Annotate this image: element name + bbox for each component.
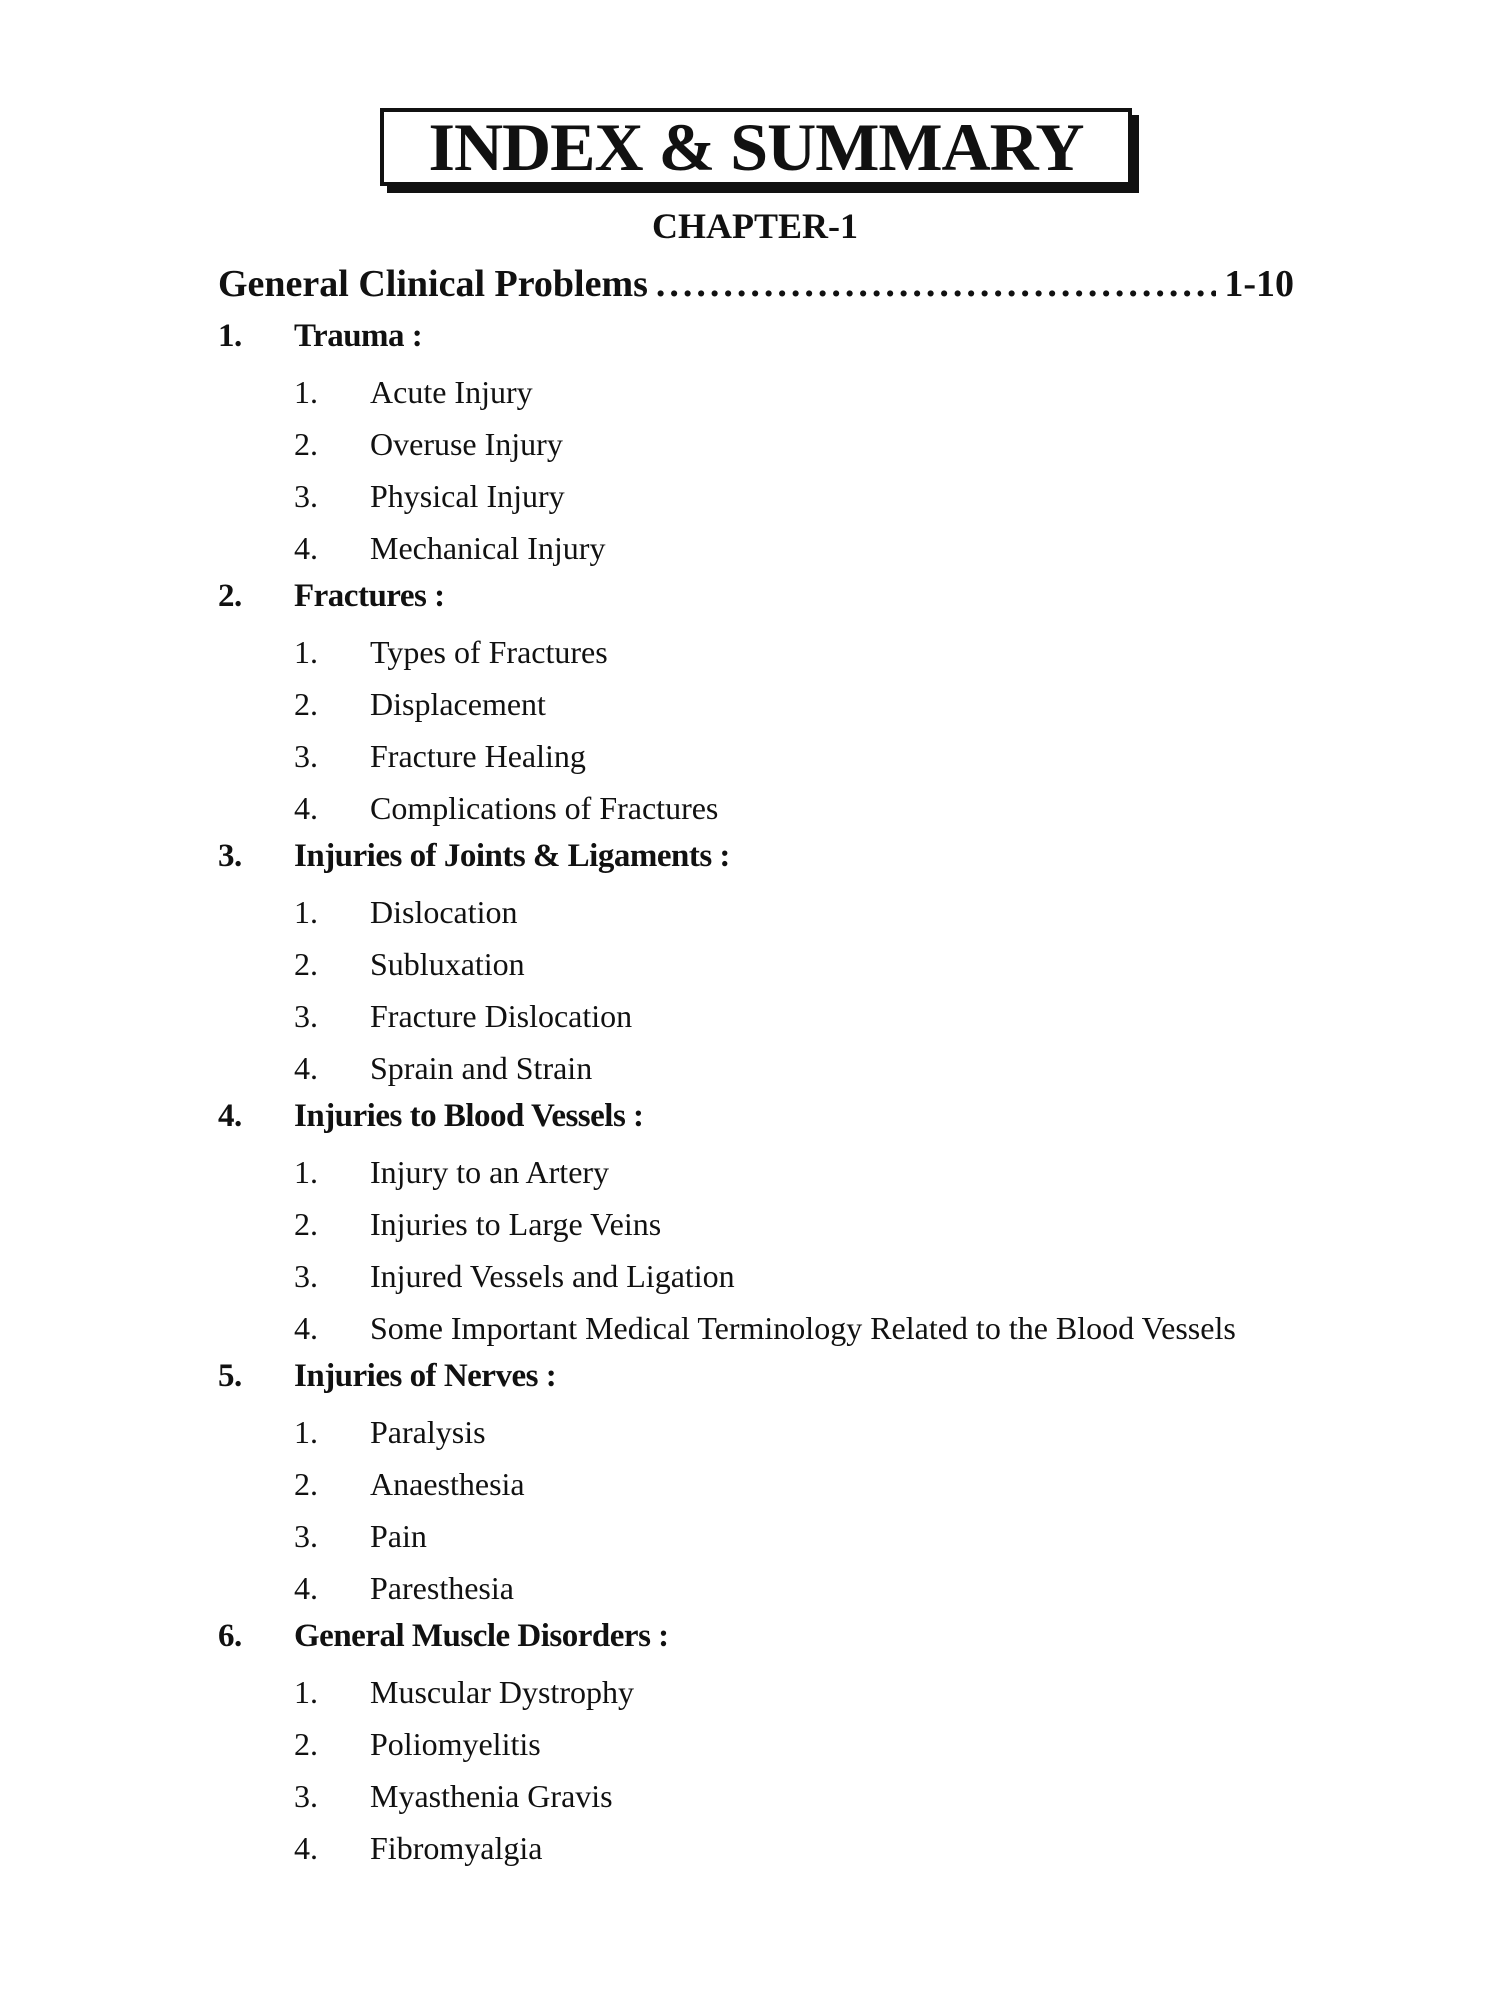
list-item <box>218 1826 1308 1878</box>
section <box>218 578 1308 838</box>
section-title: Fractures : <box>294 578 445 614</box>
chapter-label: CHAPTER-1 <box>652 206 858 246</box>
list-item <box>218 1722 1308 1774</box>
item-number: 4. <box>294 1570 318 1606</box>
list-item <box>218 682 1308 734</box>
item-number: 3. <box>294 1518 318 1554</box>
section-number: 3. <box>218 838 242 874</box>
chapter-heading-text: General Clinical Problems <box>218 263 648 305</box>
item-number: 2. <box>294 1726 318 1762</box>
item-label: Mechanical Injury <box>370 530 606 566</box>
chapter-page-range: 1-10 <box>1224 263 1294 305</box>
list-item <box>218 942 1308 994</box>
section-heading <box>218 1618 1308 1670</box>
item-label: Sprain and Strain <box>370 1050 593 1086</box>
section-title: Trauma : <box>294 318 423 354</box>
item-number: 1. <box>294 1674 318 1710</box>
list-item <box>218 1254 1308 1306</box>
list-item <box>218 1774 1308 1826</box>
list-item <box>218 1566 1308 1618</box>
item-number: 2. <box>294 1466 318 1502</box>
section <box>218 1358 1308 1618</box>
section-title: General Muscle Disorders : <box>294 1618 669 1654</box>
item-number: 4. <box>294 1830 318 1866</box>
list-item <box>218 1306 1308 1358</box>
section-heading <box>218 1098 1308 1150</box>
item-number: 3. <box>294 1778 318 1814</box>
section-heading <box>218 1358 1308 1410</box>
item-label: Muscular Dystrophy <box>370 1674 634 1710</box>
section <box>218 318 1308 578</box>
list-item <box>218 526 1308 578</box>
item-number: 4. <box>294 790 318 826</box>
item-number: 4. <box>294 530 318 566</box>
item-label: Anaesthesia <box>370 1466 525 1502</box>
item-number: 4. <box>294 1050 318 1086</box>
item-label: Myasthenia Gravis <box>370 1778 613 1814</box>
list-item <box>218 1046 1308 1098</box>
item-label: Overuse Injury <box>370 426 563 462</box>
item-label: Injured Vessels and Ligation <box>370 1258 735 1294</box>
item-number: 3. <box>294 738 318 774</box>
section-heading <box>218 318 1308 370</box>
item-number: 1. <box>294 634 318 670</box>
list-item <box>218 1670 1308 1722</box>
item-label: Paresthesia <box>370 1570 514 1606</box>
item-number: 2. <box>294 946 318 982</box>
list-item <box>218 1462 1308 1514</box>
section-list <box>218 318 1308 1878</box>
item-number: 1. <box>294 374 318 410</box>
page-title: INDEX & SUMMARY <box>428 109 1084 185</box>
list-item <box>218 1202 1308 1254</box>
chapter-heading <box>218 262 1294 306</box>
list-item <box>218 786 1308 838</box>
item-label: Acute Injury <box>370 374 533 410</box>
list-item <box>218 370 1308 422</box>
item-label: Fibromyalgia <box>370 1830 543 1866</box>
section-number: 5. <box>218 1358 242 1394</box>
item-label: Dislocation <box>370 894 518 930</box>
item-label: Types of Fractures <box>370 634 608 670</box>
item-number: 3. <box>294 998 318 1034</box>
section-title: Injuries of Nerves : <box>294 1358 557 1394</box>
section <box>218 1098 1308 1358</box>
section-number: 4. <box>218 1098 242 1134</box>
section <box>218 838 1308 1098</box>
list-item <box>218 630 1308 682</box>
item-number: 4. <box>294 1310 318 1346</box>
item-label: Displacement <box>370 686 546 722</box>
item-label: Subluxation <box>370 946 525 982</box>
item-label: Fracture Dislocation <box>370 998 633 1034</box>
item-number: 2. <box>294 1206 318 1242</box>
item-label: Physical Injury <box>370 478 565 514</box>
item-label: Injury to an Artery <box>370 1154 610 1190</box>
list-item <box>218 422 1308 474</box>
item-number: 3. <box>294 478 318 514</box>
list-item <box>218 1150 1308 1202</box>
section-title: Injuries to Blood Vessels : <box>294 1098 644 1134</box>
item-number: 1. <box>294 894 318 930</box>
list-item <box>218 994 1308 1046</box>
item-label: Pain <box>370 1518 427 1554</box>
item-label: Fracture Healing <box>370 738 586 774</box>
list-item <box>218 1514 1308 1566</box>
item-label: Injuries to Large Veins <box>370 1206 662 1242</box>
item-label: Paralysis <box>370 1414 486 1450</box>
section-number: 2. <box>218 578 242 614</box>
section <box>218 1618 1308 1878</box>
item-label: Some Important Medical Terminology Related to the Blood Vessels <box>370 1310 1236 1346</box>
item-number: 3. <box>294 1258 318 1294</box>
section-title: Injuries of Joints & Ligaments : <box>294 838 730 874</box>
leader-dots <box>656 262 1216 306</box>
list-item <box>218 890 1308 942</box>
item-number: 2. <box>294 426 318 462</box>
item-number: 1. <box>294 1414 318 1450</box>
section-number: 1. <box>218 318 242 354</box>
title-box <box>380 108 1132 186</box>
item-label: Complications of Fractures <box>370 790 719 826</box>
item-number: 1. <box>294 1154 318 1190</box>
item-number: 2. <box>294 686 318 722</box>
list-item <box>218 1410 1308 1462</box>
item-label: Poliomyelitis <box>370 1726 541 1762</box>
section-heading <box>218 838 1308 890</box>
section-number: 6. <box>218 1618 242 1654</box>
list-item <box>218 474 1308 526</box>
list-item <box>218 734 1308 786</box>
section-heading <box>218 578 1308 630</box>
